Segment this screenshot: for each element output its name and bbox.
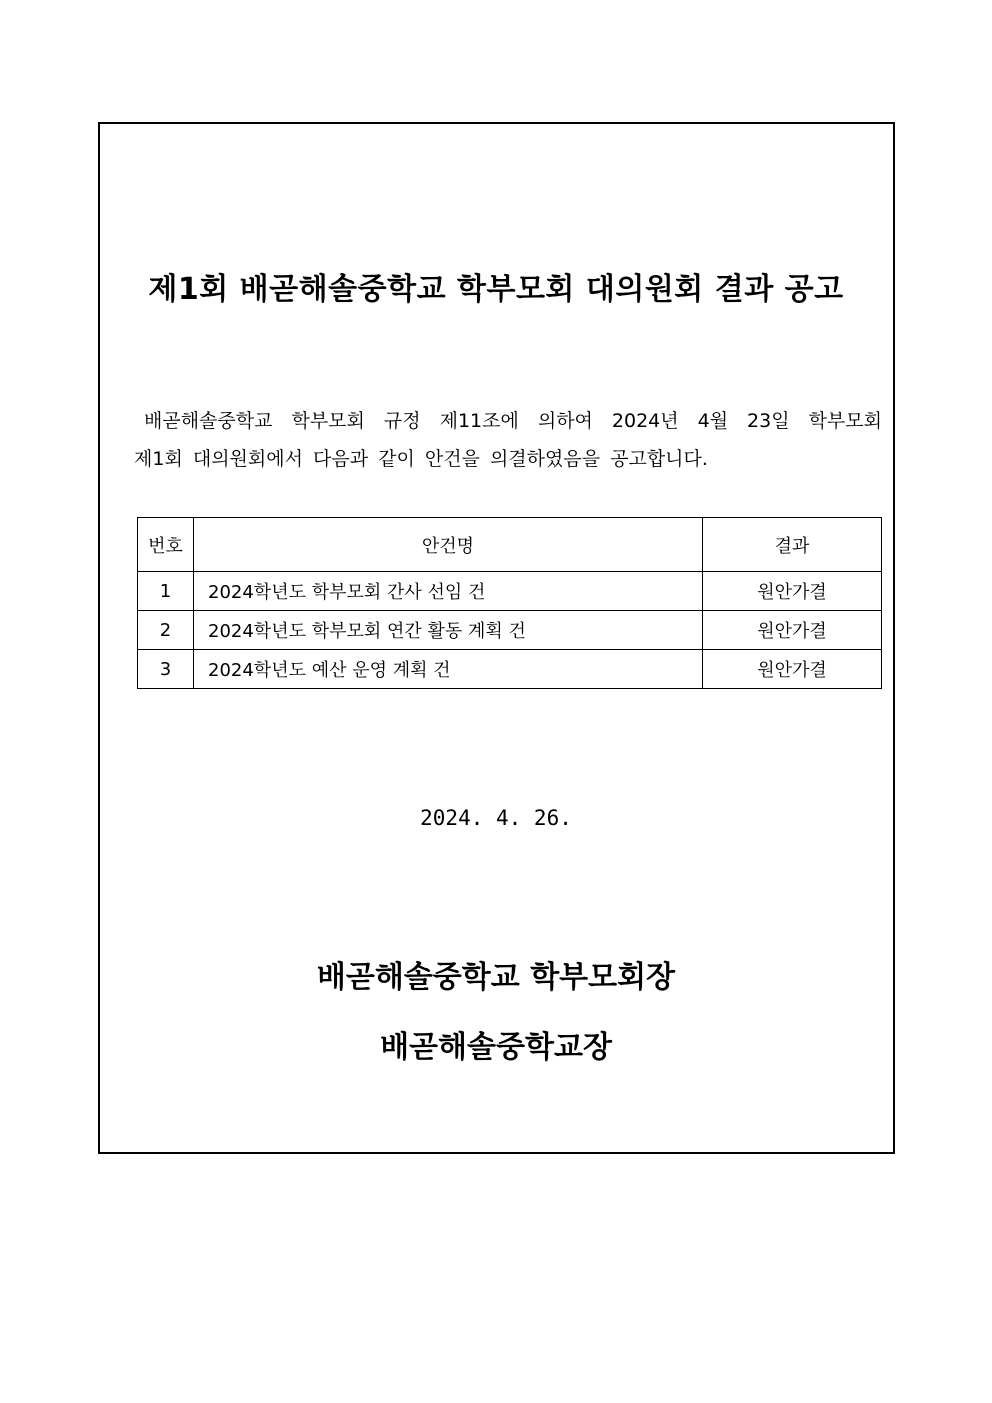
row-agenda: 2024학년도 학부모회 연간 활동 계획 건	[194, 611, 703, 650]
row-result: 원안가결	[703, 572, 882, 611]
header-number: 번호	[138, 518, 194, 572]
table-header-row	[138, 518, 882, 572]
notice-body-line-2: 제1회 대의원회에서 다음과 같이 안건을 의결하였음을 공고합니다.	[134, 448, 708, 470]
row-result: 원안가결	[703, 650, 882, 689]
row-number: 3	[138, 650, 194, 689]
notice-date: 2024. 4. 26.	[420, 806, 572, 830]
header-result: 결과	[703, 518, 882, 572]
table-row	[138, 572, 882, 611]
row-number: 1	[138, 572, 194, 611]
signature-school-principal: 배곧해솔중학교장	[380, 1030, 612, 1065]
header-agenda: 안건명	[194, 518, 703, 572]
table-row	[138, 611, 882, 650]
row-agenda: 2024학년도 예산 운영 계획 건	[194, 650, 703, 689]
table-row	[138, 650, 882, 689]
notice-body-line-1: 배곧해솔중학교 학부모회 규정 제11조에 의하여 2024년 4월 23일 학부모회	[144, 410, 882, 432]
agenda-results-table	[137, 517, 882, 689]
signature-parent-association-president: 배곧해솔중학교 학부모회장	[316, 960, 676, 995]
row-number: 2	[138, 611, 194, 650]
notice-body	[134, 402, 882, 478]
row-result: 원안가결	[703, 611, 882, 650]
row-agenda: 2024학년도 학부모회 간사 선임 건	[194, 572, 703, 611]
document-title: 제1회 배곧해솔중학교 학부모회 대의원회 결과 공고	[148, 272, 844, 307]
